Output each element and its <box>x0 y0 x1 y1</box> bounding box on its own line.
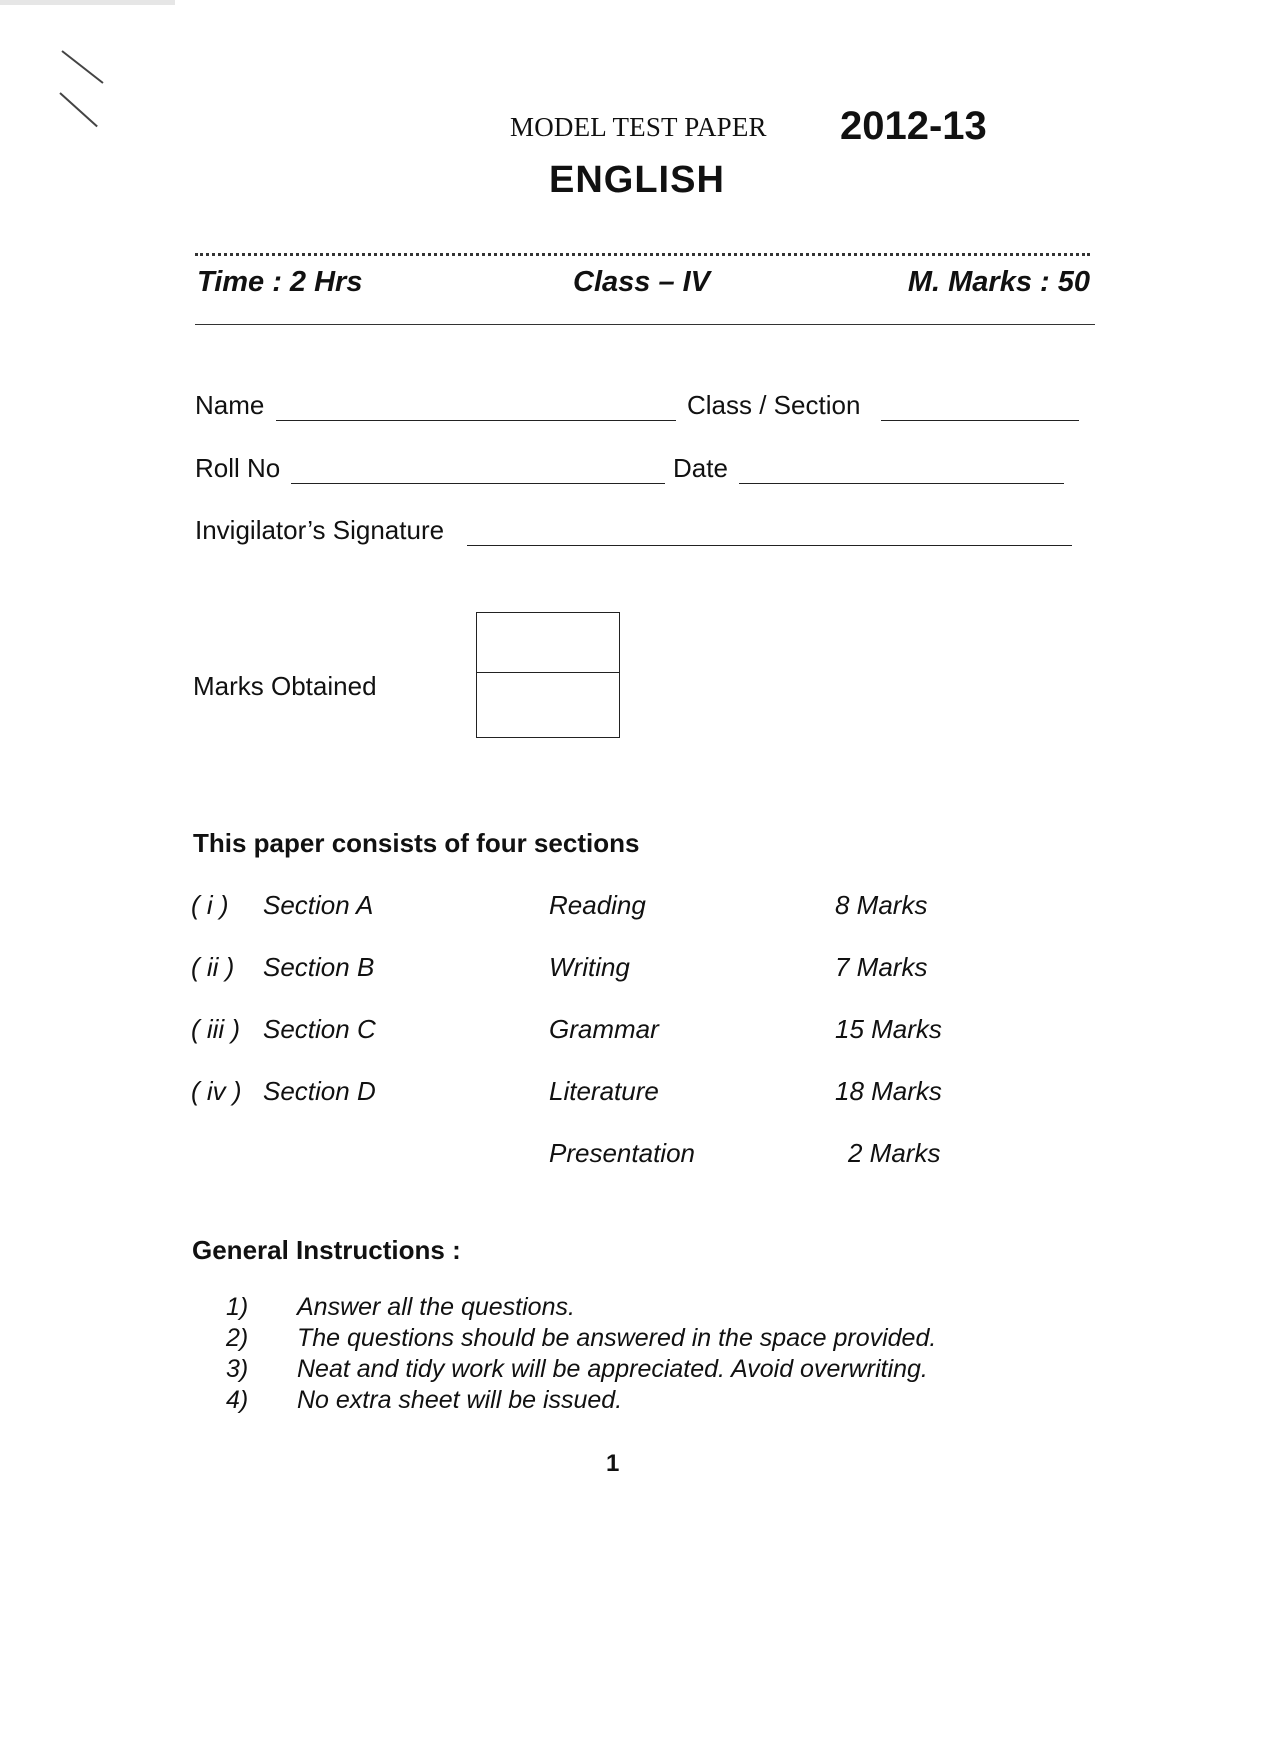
section-row-name: Section D <box>263 1076 376 1106</box>
section-row-skill: Presentation <box>549 1138 695 1168</box>
section-row-skill: Grammar <box>549 1014 659 1044</box>
invigilator-signature-line[interactable] <box>467 545 1072 546</box>
instruction-number: 3) <box>226 1355 249 1383</box>
section-row-marks: 7 Marks <box>835 952 928 982</box>
class-section-label: Class / Section <box>687 390 861 420</box>
date-field-line[interactable] <box>739 483 1064 484</box>
name-field-line[interactable] <box>276 420 676 421</box>
sections-heading: This paper consists of four sections <box>193 828 640 858</box>
class-info: Class – IV <box>573 266 711 298</box>
section-row-number: ( ii ) <box>191 952 235 982</box>
pen-mark <box>61 50 103 84</box>
section-row-number: ( iv ) <box>191 1076 242 1106</box>
section-row-name: Section A <box>263 890 374 920</box>
marks-obtained-label: Marks Obtained <box>193 671 377 701</box>
section-row-skill: Reading <box>549 890 646 920</box>
instruction-text: The questions should be answered in the space provided. <box>297 1324 937 1352</box>
instruction-text: Answer all the questions. <box>297 1293 575 1321</box>
pen-mark <box>59 92 97 127</box>
subject-title: ENGLISH <box>549 159 725 201</box>
section-row-marks: 18 Marks <box>835 1076 942 1106</box>
instruction-text: Neat and tidy work will be appreciated. Avoid overwriting. <box>297 1355 928 1383</box>
section-row-marks: 15 Marks <box>835 1014 942 1044</box>
paper-year: 2012-13 <box>840 104 987 148</box>
section-row-number: ( iii ) <box>191 1014 241 1044</box>
class-section-field-line[interactable] <box>881 420 1079 421</box>
solid-divider <box>195 324 1095 325</box>
instruction-number: 1) <box>226 1293 249 1321</box>
section-row-skill: Literature <box>549 1076 659 1106</box>
scan-edge <box>0 0 175 5</box>
roll-no-label: Roll No <box>195 453 281 483</box>
section-row-marks: 2 Marks <box>848 1138 941 1168</box>
section-row-skill: Writing <box>549 952 630 982</box>
marks-box-divider <box>477 672 619 673</box>
paper-type-title: MODEL TEST PAPER <box>510 112 767 142</box>
marks-obtained-box[interactable] <box>476 612 620 738</box>
page-number: 1 <box>606 1450 620 1477</box>
invigilator-signature-label: Invigilator’s Signature <box>195 515 445 545</box>
instruction-text: No extra sheet will be issued. <box>297 1386 623 1414</box>
roll-no-field-line[interactable] <box>291 483 665 484</box>
dotted-divider <box>195 253 1090 256</box>
section-row-name: Section B <box>263 952 375 982</box>
section-row-number: ( i ) <box>191 890 229 920</box>
instruction-number: 2) <box>226 1324 249 1352</box>
date-label: Date <box>673 453 728 483</box>
time-info: Time : 2 Hrs <box>197 266 363 298</box>
name-label: Name <box>195 390 265 420</box>
section-row-name: Section C <box>263 1014 376 1044</box>
section-row-marks: 8 Marks <box>835 890 928 920</box>
general-instructions-heading: General Instructions : <box>192 1235 461 1265</box>
max-marks-info: M. Marks : 50 <box>907 266 1090 298</box>
instruction-number: 4) <box>226 1386 249 1414</box>
